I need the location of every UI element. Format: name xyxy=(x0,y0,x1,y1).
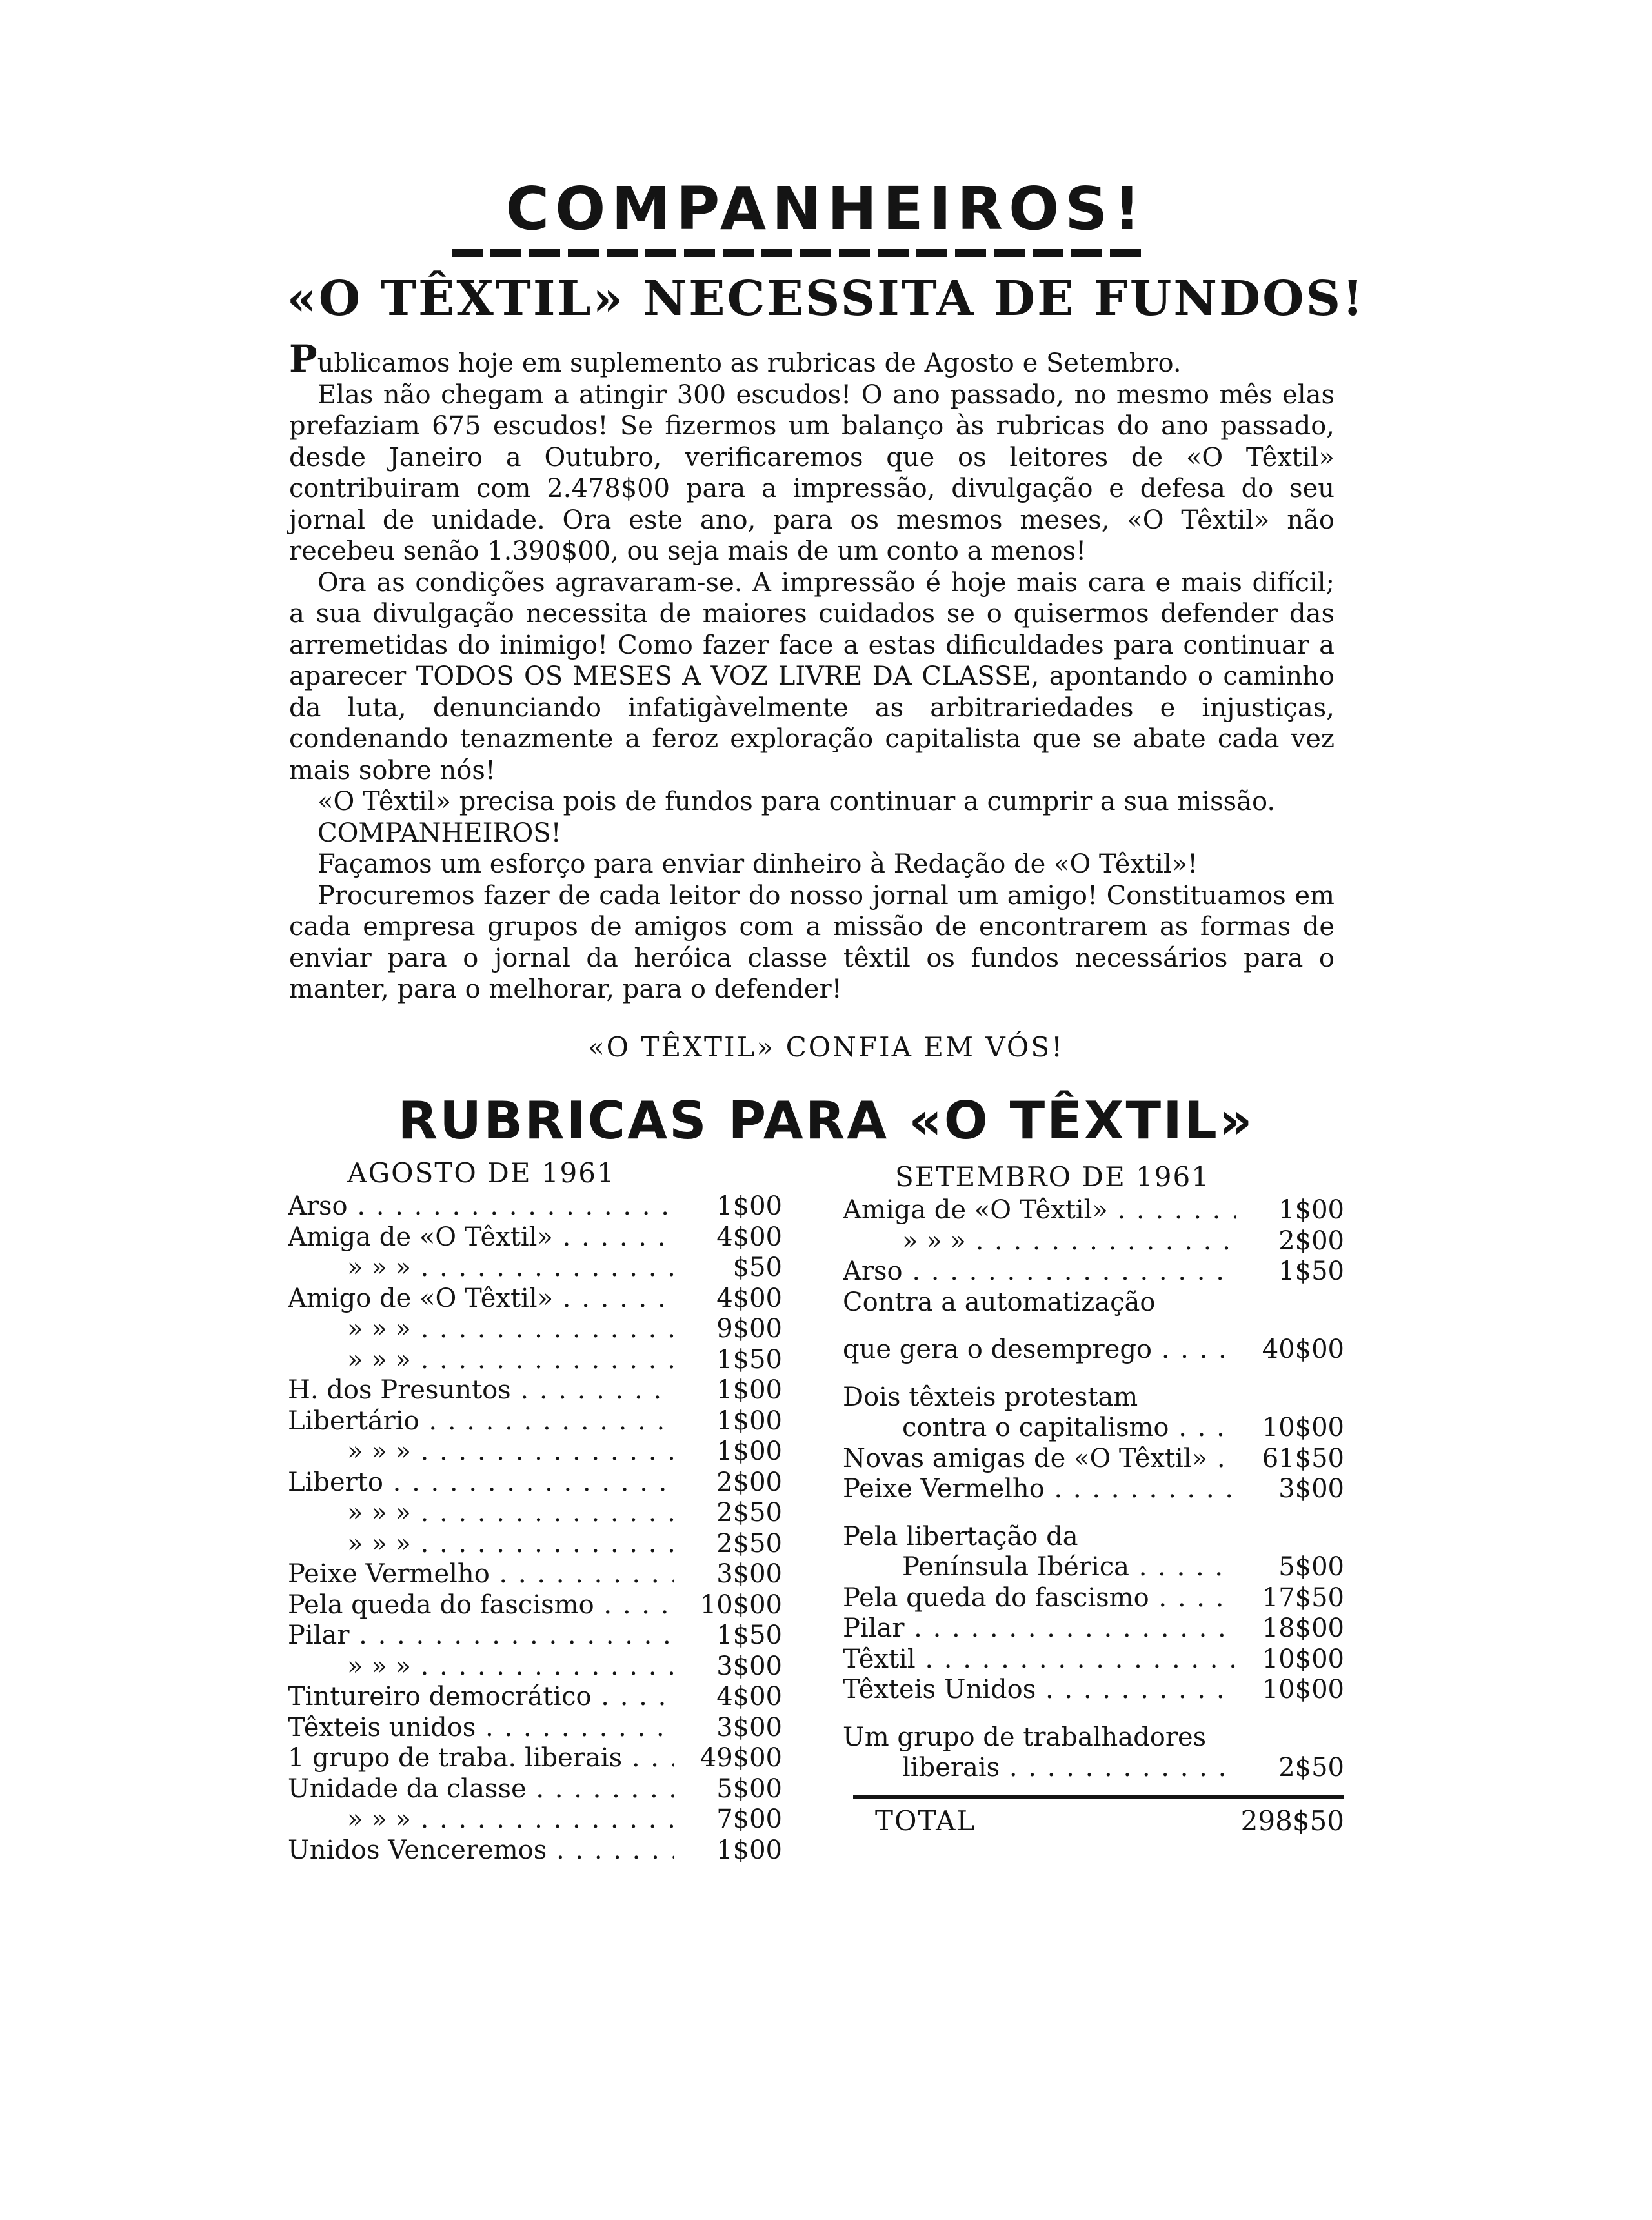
list-item xyxy=(843,1474,1346,1505)
item-amount: 5$00 xyxy=(685,1774,782,1805)
item-label: Peixe Vermelho . . . xyxy=(288,1559,674,1590)
headline-necessita-fundos: «O TÊXTIL» NECESSITA DE FUNDOS! xyxy=(287,271,1365,327)
list-item xyxy=(843,1675,1346,1706)
list-item xyxy=(843,1256,1346,1287)
list-item xyxy=(288,1743,791,1774)
item-amount: $50 xyxy=(685,1253,782,1284)
item-label: Dois têxteis protestam xyxy=(843,1382,1138,1412)
total-rule xyxy=(853,1795,1344,1799)
item-amount: 1$50 xyxy=(685,1620,782,1651)
item-amount: 9$00 xyxy=(685,1314,782,1345)
item-amount: 1$50 xyxy=(685,1345,782,1376)
paragraph-5: COMPANHEIROS! xyxy=(317,818,561,848)
list-item xyxy=(843,1335,1346,1366)
item-label: Unidos Venceremos . . . xyxy=(288,1835,674,1866)
item-label: Pela queda do fascismo . . . xyxy=(843,1583,1236,1614)
item-amount: 3$00 xyxy=(685,1713,782,1744)
closing-line: «O TÊXTIL» CONFIA EM VÓS! xyxy=(587,1031,1065,1063)
paragraph-2: Elas não chegam a atingir 300 escudos! O ano passado, no mesmo mês elas prefaziam 675 escudos! Se fizermos um balanço às rubricas do ano passado, desde Janeiro a Outubro, verificaremos que os leitores de «O Têxtil» contribuiram com 2.478$00 para a impressão, divulgação e defesa do seu jornal de unidade. Ora este ano, para os mesmos meses, «O Têxtil» não recebeu senão 1.390$00, ou seja mais de um conto a menos! xyxy=(289,379,1335,566)
item-label: Têxteis unidos . . . xyxy=(288,1713,674,1744)
list-item xyxy=(843,1644,1346,1675)
item-amount: 49$00 xyxy=(685,1743,782,1774)
item-label: » » » . . . xyxy=(288,1498,674,1529)
list-item xyxy=(288,1559,791,1590)
headline-companheiros: COMPANHEIROS! xyxy=(505,174,1147,243)
item-amount: 1$00 xyxy=(685,1437,782,1468)
item-amount: 10$00 xyxy=(1247,1413,1344,1444)
list-item xyxy=(843,1382,1346,1413)
item-label: » » » . . . xyxy=(288,1529,674,1560)
list-item xyxy=(288,1345,791,1376)
list-item xyxy=(288,1529,791,1560)
appeal-text xyxy=(289,337,1335,1005)
list-item xyxy=(288,1713,791,1744)
item-amount: 10$00 xyxy=(1247,1644,1344,1675)
item-label: Pela queda do fascismo . . . xyxy=(288,1590,674,1621)
august-list xyxy=(288,1191,791,1866)
item-label: Arso . . . xyxy=(288,1191,674,1222)
list-item xyxy=(843,1413,1346,1444)
paragraph-1-text: ublicamos hoje em suplemento as rubricas de Agosto e Setembro. xyxy=(317,348,1182,378)
item-label: Um grupo de trabalhadores xyxy=(843,1722,1207,1752)
paragraph-6: Façamos um esforço para enviar dinheiro à Redação de «O Têxtil»! xyxy=(317,849,1198,879)
september-list xyxy=(843,1195,1346,1784)
item-label: » » » . . . xyxy=(288,1253,674,1284)
list-item xyxy=(843,1287,1346,1318)
item-amount: 2$50 xyxy=(685,1498,782,1529)
item-label: » » » . . . xyxy=(288,1437,674,1468)
item-amount: 2$50 xyxy=(1247,1753,1344,1784)
total-amount: 298$50 xyxy=(1240,1804,1344,1837)
item-amount: 2$00 xyxy=(1247,1226,1344,1257)
august-heading: AGOSTO DE 1961 xyxy=(347,1157,616,1189)
list-item xyxy=(288,1620,791,1651)
item-label: Unidade da classe . . . xyxy=(288,1774,674,1805)
item-label: Península Ibérica . . . xyxy=(843,1552,1236,1583)
item-amount: 2$00 xyxy=(685,1468,782,1498)
list-item xyxy=(843,1195,1346,1226)
list-item xyxy=(843,1613,1346,1644)
item-label: Tintureiro democrático . . . xyxy=(288,1682,674,1713)
item-label: Têxteis Unidos . . . xyxy=(843,1675,1236,1706)
item-amount: 3$00 xyxy=(685,1651,782,1682)
list-item xyxy=(288,1682,791,1713)
list-item xyxy=(288,1498,791,1529)
list-item xyxy=(288,1191,791,1222)
august-column xyxy=(288,1155,791,1866)
item-amount: 1$00 xyxy=(685,1406,782,1437)
total-label: TOTAL xyxy=(875,1804,976,1837)
item-label: Amiga de «O Têxtil» . . . xyxy=(843,1195,1236,1226)
item-amount: 4$00 xyxy=(685,1682,782,1713)
item-label: que gera o desemprego . . . xyxy=(843,1335,1236,1366)
item-amount: 7$00 xyxy=(685,1804,782,1835)
item-amount: 2$50 xyxy=(685,1529,782,1560)
list-item xyxy=(288,1774,791,1805)
item-amount: 1$00 xyxy=(1247,1195,1344,1226)
item-label: Amigo de «O Têxtil» . . . xyxy=(288,1284,674,1315)
item-amount: 1$00 xyxy=(685,1375,782,1406)
item-amount: 3$00 xyxy=(1247,1474,1344,1505)
item-label: Contra a automatização xyxy=(843,1287,1156,1317)
list-item xyxy=(288,1314,791,1345)
item-label: Arso . . . xyxy=(843,1256,1236,1287)
list-item xyxy=(288,1835,791,1866)
list-item xyxy=(288,1590,791,1621)
item-label: » » » . . . xyxy=(288,1651,674,1682)
item-label: Pilar . . . xyxy=(843,1613,1236,1644)
item-label: Liberto . . . xyxy=(288,1468,674,1498)
item-label: liberais . . . xyxy=(843,1753,1236,1784)
paragraph-4: «O Têxtil» precisa pois de fundos para continuar a cumprir a sua missão. xyxy=(317,787,1276,816)
item-label: Pilar . . . xyxy=(288,1620,674,1651)
item-amount: 3$00 xyxy=(685,1559,782,1590)
list-item xyxy=(288,1437,791,1468)
september-heading: SETEMBRO DE 1961 xyxy=(895,1161,1210,1193)
item-amount: 1$00 xyxy=(685,1191,782,1222)
dashed-rule xyxy=(452,249,1149,257)
list-item xyxy=(288,1222,791,1253)
list-item xyxy=(843,1522,1346,1553)
list-item xyxy=(843,1552,1346,1583)
item-label: » » » . . . xyxy=(288,1345,674,1376)
item-amount: 40$00 xyxy=(1247,1335,1344,1366)
item-amount: 4$00 xyxy=(685,1284,782,1315)
list-item xyxy=(288,1406,791,1437)
item-amount: 61$50 xyxy=(1247,1444,1344,1475)
list-item xyxy=(288,1253,791,1284)
list-item xyxy=(288,1651,791,1682)
paragraph-7: Procuremos fazer de cada leitor do nosso jornal um amigo! Constituamos em cada empresa grupos de amigos com a missão de encontrarem as formas de enviar para o jornal da heróica classe têxtil os fundos necessários para o manter, para o melhorar, para o defender! xyxy=(289,880,1335,1004)
item-label: » » » . . . xyxy=(288,1804,674,1835)
september-column xyxy=(843,1159,1346,1841)
paragraph-1 xyxy=(289,337,1335,381)
item-amount: 5$00 xyxy=(1247,1552,1344,1583)
item-label: Amiga de «O Têxtil» . . . xyxy=(288,1222,674,1253)
item-amount: 10$00 xyxy=(685,1590,782,1621)
item-amount: 17$50 xyxy=(1247,1583,1344,1614)
item-label: » » » . . . xyxy=(843,1226,1236,1257)
list-item xyxy=(843,1583,1346,1614)
item-amount: 1$00 xyxy=(685,1835,782,1866)
item-amount: 4$00 xyxy=(685,1222,782,1253)
item-label: contra o capitalismo . . . xyxy=(843,1413,1236,1444)
item-label: Têxtil . . . xyxy=(843,1644,1236,1675)
item-label: Pela libertação da xyxy=(843,1521,1078,1551)
paragraph-3: Ora as condições agravaram-se. A impressão é hoje mais cara e mais difícil; a sua divulgação necessita de maiores cuidados se o quisermos defender das arremetidas do inimigo! Como fazer face a estas dificuldades para continuar a aparecer TODOS OS MESES A VOZ LIVRE DA CLASSE, apontando o caminho da luta, denunciando infatigàvelmente as arbitrariedades e injustiças, condenando tenazmente a feroz exploração capitalista que se abate cada vez mais sobre nós! xyxy=(289,567,1335,785)
headline-rubricas: RUBRICAS PARA «O TÊXTIL» xyxy=(398,1091,1254,1151)
list-item xyxy=(843,1722,1346,1753)
item-amount: 10$00 xyxy=(1247,1675,1344,1706)
item-label: Novas amigas de «O Têxtil» . . . xyxy=(843,1444,1236,1475)
drop-cap: P xyxy=(289,337,317,381)
item-label: Libertário . . . xyxy=(288,1406,674,1437)
item-amount: 18$00 xyxy=(1247,1613,1344,1644)
list-item xyxy=(288,1375,791,1406)
list-item xyxy=(288,1468,791,1498)
item-label: Peixe Vermelho . . . xyxy=(843,1474,1236,1505)
item-label: 1 grupo de traba. liberais . . . xyxy=(288,1743,674,1774)
list-item xyxy=(288,1804,791,1835)
item-label: H. dos Presuntos . . . xyxy=(288,1375,674,1406)
total-row xyxy=(843,1802,1346,1841)
item-amount: 1$50 xyxy=(1247,1256,1344,1287)
list-item xyxy=(843,1226,1346,1257)
list-item xyxy=(843,1753,1346,1784)
list-item xyxy=(288,1284,791,1315)
item-label: » » » . . . xyxy=(288,1314,674,1345)
list-item xyxy=(843,1444,1346,1475)
